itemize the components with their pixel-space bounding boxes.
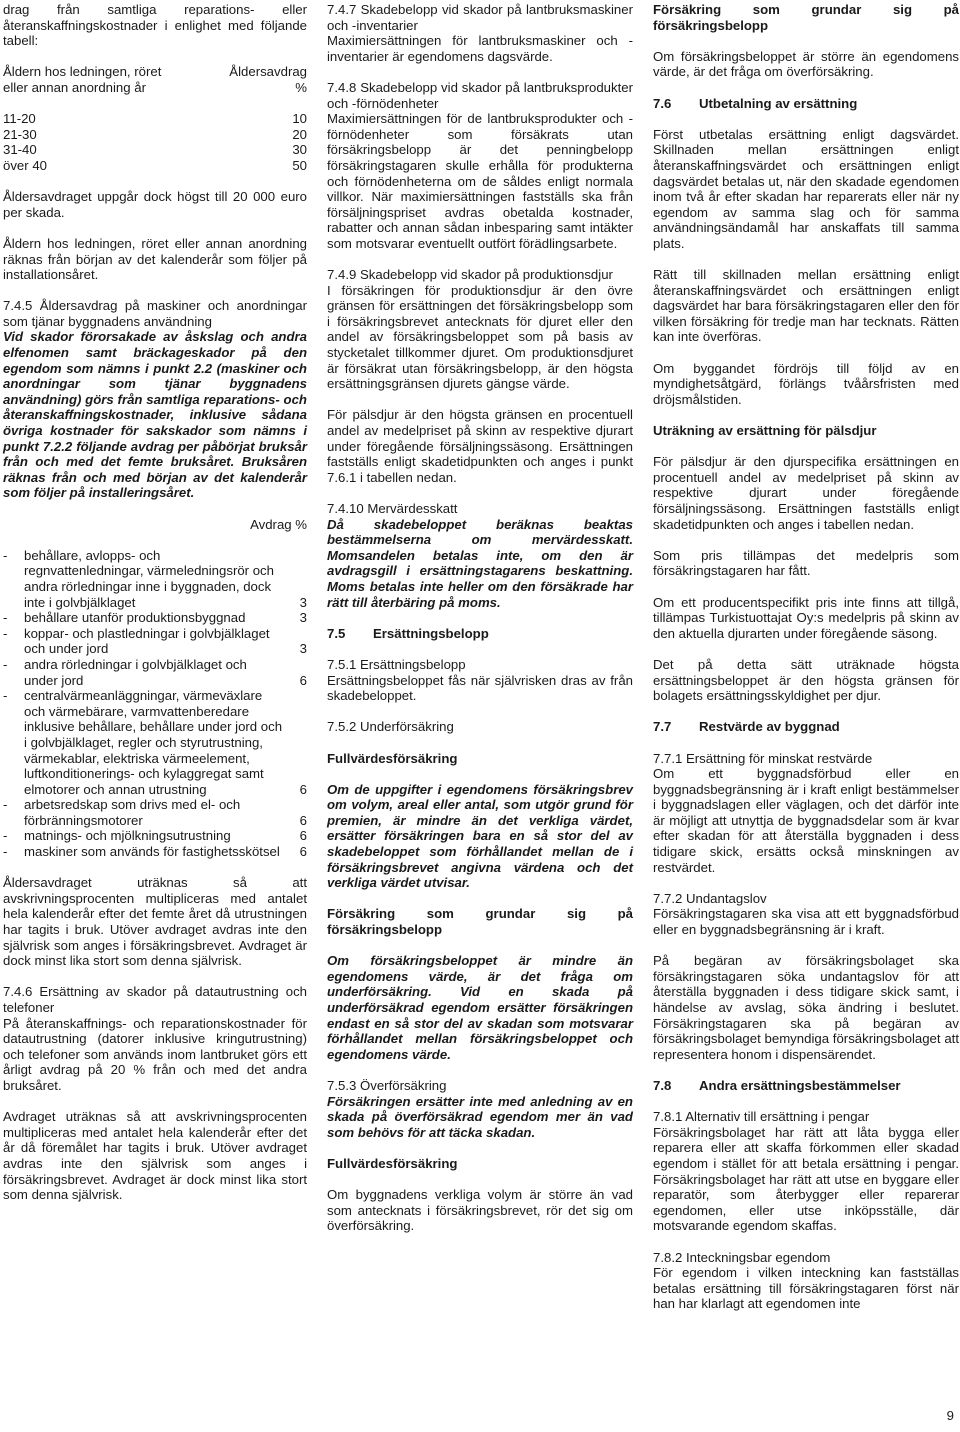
list-item-text: arbetsredskap som drivs med el- och förbränningsmotorer xyxy=(24,797,241,828)
list-item: - behållare utanför produktionsbyggnad 3 xyxy=(3,610,307,626)
section-heading-7-7-1: 7.7.1 Ersättning för minskat restvärde xyxy=(653,750,873,766)
table-cell-age: över 40 xyxy=(3,157,47,173)
section-number: 7.5 xyxy=(327,625,346,641)
section-heading-7-4-6: 7.4.6 Ersättning av skador på datautrustning och telefoner xyxy=(3,984,307,1015)
paragraph: Först utbetalas ersättning enligt dagsvärdet. Skillnaden mellan ersättningen enligt återanskaffningsvärdet och ersättningen enligt dagsvärdet betalas ut, när den skadade egendomen inom två år efter skadan har reparerats eller när ny egendom av samma slag och för samma användningsändamål har anskaffats till samma plats. xyxy=(653,126,959,251)
section-body-7-4-7: Maximiersättningen för lantbruksmaskiner och -inventarier är egendomens dagsvärde. xyxy=(327,33,633,64)
paragraph: För pälsdjur är den högsta gränsen en procentuell andel av medelpriset på skinn av respektive djurart under föregående försäljningssäsong. Ersättningen fastställs enligt skadetidpunkten och anges i punkt 7.6.1 i tabellen nedan. xyxy=(327,407,633,485)
section-body-7-8-1: Försäkringsbolaget har rätt att låta bygga eller reparera eller att skaffa förkommen eller skadad egendom i stället för att betala ersättning i pengar. Försäkringsbolaget har rätt att utse en byggare eller reparatör, som återbygger eller reparerar egendomen, eller utse inköpsställe, där motsvarande egendom skaffas. xyxy=(653,1124,959,1234)
list-item-value: 3 xyxy=(299,641,307,657)
table-cell-age: 21-30 xyxy=(3,126,37,142)
column-3 xyxy=(653,2,959,1327)
page-number: 9 xyxy=(946,1408,954,1424)
deduction-column-header: Avdrag % xyxy=(250,516,307,532)
list-item: - arbetsredskap som drivs med el- och förbränningsmotorer 6 xyxy=(3,797,307,828)
section-heading-7-5-2: 7.5.2 Underförsäkring xyxy=(327,719,454,735)
table-header-cell: Åldersavdrag xyxy=(229,64,307,80)
list-item: - behållare, avlopps- och regnvattenledningar, värmeledningsrör och andra rörledningar inne i byggnaden, dock inte i golvbjälklaget 3 xyxy=(3,547,307,610)
list-item-text: matnings- och mjölkningsutrustning xyxy=(24,828,231,844)
paragraph: drag från samtliga reparations- eller återanskaffningskostnader i enlighet med följande tabell: xyxy=(3,2,307,49)
paragraph: Åldern hos ledningen, röret eller annan anordning räknas från början av det kalenderår som följer på installationsåret. xyxy=(3,235,307,283)
subheading-forsakringsbelopp: Försäkring som grundar sig på försäkringsbelopp xyxy=(653,2,959,33)
subheading-pals: Uträkning av ersättning för pälsdjur xyxy=(653,423,877,439)
table-cell-deduction: 30 xyxy=(292,142,307,158)
section-heading-7-8 xyxy=(653,1078,959,1094)
list-item: - centralvärmeanläggningar, värmeväxlare och värmebärare, varmvattenberedare inklusive behållare, behållare under jord och i golvbjälklaget, regler och styrutrustning, värmekablar, elektriska värmeelement, luftkonditionerings- och kylaggregat samt elmotorer och annan utrustning 6 xyxy=(3,688,307,797)
paragraph: På begäran av försäkringsbolaget ska försäkringstagaren söka undantagslov för att återställa byggnaden i dess tidigare skick samt, i händelse av avslag, söka ändring i beslutet. Försäkringstagaren ska på begäran av försäkringsbolaget bemyndiga försäkringsbolaget att representera honom i dispensärendet. xyxy=(653,953,959,1062)
list-item: - koppar- och plastledningar i golvbjälklaget och under jord 3 xyxy=(3,625,307,657)
list-item-value: 3 xyxy=(299,594,307,610)
section-body-7-8-2: För egendom i vilken inteckning kan fastställas betalas ersättning till försäkringstagaren först när han har klarlagt att egendomen inte xyxy=(653,1265,959,1312)
section-heading-7-7-2: 7.7.2 Undantagslov xyxy=(653,890,767,906)
section-body-7-4-10: Då skadebeloppet beräknas beaktas bestämmelserna om mervärdesskatt. Momsandelen betalas inte, om den är avdragsgill i ersättningstagarens beskattning. Moms betalas inte heller om den försäkrade har rätt till återbäring på moms. xyxy=(327,516,633,610)
paragraph: Som pris tillämpas det medelpris som försäkringstagaren har fått. xyxy=(653,547,959,579)
section-heading-7-7 xyxy=(653,719,959,735)
list-item-value: 3 xyxy=(299,610,307,626)
list-item-text: maskiner som används för fastighetsskötsel xyxy=(24,844,280,860)
table-row xyxy=(3,142,307,158)
table-cell-deduction: 50 xyxy=(292,157,307,173)
list-item-text: behållare utanför produktionsbyggnad xyxy=(24,610,246,626)
paragraph: Åldersavdraget uträknas så att avskrivningsprocenten multipliceras med antalet hela kalenderår efter det femte året då utrustningen har tagits i bruk. Utöver avdraget avdras inte den självrisk som anges i försäkringsbrevet. Avdraget är dock minst lika stort som denna självrisk. xyxy=(3,875,307,969)
section-body-7-4-5: Vid skador förorsakade av åskslag och andra elfenomen samt bräckageskador på den egendom som nämns i punkt 2.2 (maskiner och anordningar som tjänar byggnadens användning) görs från samtliga reparations- och återanskaffningskostnader, inklusive sådana övriga kostnader för sakskador som nämns i punkt 7.2.2 följande avdrag per påbörjat bruksår från och med det femte bruksåret. Bruksåren räknas från och med början av det kalenderår som följer på installeringsåret. xyxy=(3,329,307,501)
table-header-row xyxy=(3,64,307,80)
section-number: 7.7 xyxy=(653,719,672,735)
section-title: Utbetalning av ersättning xyxy=(699,95,858,111)
list-item-text: behållare, avlopps- och regnvattenledningar, värmeledningsrör och andra rörledningar inne i byggnaden, dock inte i golvbjälklaget xyxy=(24,547,274,610)
section-heading-7-4-8: 7.4.8 Skadebelopp vid skador på lantbruksprodukter och -förnödenheter xyxy=(327,79,633,111)
paragraph: Det på detta sätt uträknade högsta ersättningsbeloppet är den högsta gränsen för bolagets ersättningsskyldighet per djur. xyxy=(653,656,959,704)
list-item-value: 6 xyxy=(299,781,307,797)
section-body-7-5-1: Ersättningsbeloppet fås när självrisken dras av från skadebeloppet. xyxy=(327,672,633,704)
section-heading-7-4-5: 7.4.5 Åldersavdrag på maskiner och anordningar som tjänar byggnadens användning xyxy=(3,298,307,329)
section-heading-7-5-3: 7.5.3 Överförsäkring xyxy=(327,1077,447,1093)
paragraph: Om de uppgifter i egendomens försäkringsbrev om volym, areal eller antal, som utgör grund för premien, är mindre än det verkliga värdet, ersätter försäkringen bara en så stor del av skadebeloppet som förhållandet mellan de i försäkringsbrevet angivna värdena och det verkliga värdet utvisar. xyxy=(327,781,633,891)
column-1 xyxy=(3,2,307,1218)
section-heading-7-5 xyxy=(327,626,633,642)
section-heading-7-8-1: 7.8.1 Alternativ till ersättning i pengar xyxy=(653,1109,870,1125)
paragraph: Åldersavdraget uppgår dock högst till 20 000 euro per skada. xyxy=(3,189,307,220)
table-header-cell: % xyxy=(295,79,307,95)
subheading-fullvarde: Fullvärdesförsäkring xyxy=(327,750,458,766)
section-heading-7-6 xyxy=(653,96,959,112)
section-heading-7-5-1: 7.5.1 Ersättningsbelopp xyxy=(327,656,466,672)
age-deduction-table xyxy=(3,64,307,173)
section-number: 7.8 xyxy=(653,1077,672,1093)
paragraph: Om byggandet fördröjs till följd av en myndighetsåtgärd, förlängs tvåårsfristen med dröjsmålstiden. xyxy=(653,360,959,407)
list-item-value: 6 xyxy=(299,672,307,688)
paragraph: Om ett producentspecifikt pris inte finns att tillgå, tillämpas Turkistuottajat Oy:s medelpris på skinn av den aktuella djurarten under föregående säsong. xyxy=(653,594,959,641)
table-header-cell: Åldern hos ledningen, röret xyxy=(3,64,162,80)
list-item-value: 6 xyxy=(299,812,307,828)
table-cell-deduction: 10 xyxy=(292,111,307,127)
paragraph: Avdraget uträknas så att avskrivningsprocenten multipliceras med antalet hela kalenderår efter det år då föremålet har tagits i bruk. Utöver avdraget avdras inte den självrisk som anges i försäkringsbrevet. Avdraget är dock minst lika stort som denna självrisk. xyxy=(3,1109,307,1203)
paragraph: Om försäkringsbeloppet är större än egendomens värde, är det fråga om överförsäkring. xyxy=(653,48,959,80)
table-header-row xyxy=(3,80,307,96)
section-heading-7-8-2: 7.8.2 Inteckningsbar egendom xyxy=(653,1249,831,1265)
section-body-7-5-3: Försäkringen ersätter inte med anledning av en skada på överförsäkrad egendom mer än vad som behövs för att täcka skadan. xyxy=(327,1093,633,1140)
list-item-text: andra rörledningar i golvbjälklaget och under jord xyxy=(24,656,247,688)
subheading-forsakringsbelopp: Försäkring som grundar sig på försäkringsbelopp xyxy=(327,906,633,938)
list-item: - maskiner som används för fastighetsskötsel 6 xyxy=(3,844,307,860)
paragraph: För pälsdjur är den djurspecifika ersättningen en procentuell andel av medelpriset på skinn av respektive djurart under föregående försäljningssäsong. Ersättningen fastställs enligt skadetidpunkten och anges i tabellen nedan. xyxy=(653,454,959,532)
paragraph: Rätt till skillnaden mellan ersättning enligt återanskaffningsvärdet och ersättningen enligt dagsvärdet har bara försäkringstagaren eller den för vilken försäkring för tredje man har tecknats. Rätten kan inte överföras. xyxy=(653,267,959,345)
list-item: - andra rörledningar i golvbjälklaget och under jord 6 xyxy=(3,656,307,688)
section-body-7-4-9: I försäkringen för produktionsdjur är den övre gränsen för ersättningen det försäkringsbelopp som i försäkringsbrevet antecknats för djuret eller den andel av försäkringsbeloppet som på basis av stycketalet tillkommer djuret. Om produktionsdjuret är försäkrat utan försäkringsbelopp, är den högsta ersättningsgränsen djurets gängse värde. xyxy=(327,282,633,392)
table-cell-age: 31-40 xyxy=(3,142,37,158)
list-item-value: 6 xyxy=(299,828,307,844)
paragraph: Om försäkringsbeloppet är mindre än egendomens värde, är det fråga om underförsäkring. Vid en skada på underförsäkrad egendom ersätter försäkringen endast en så stor del av skadan som motsvarar förhållandet mellan försäkringsbeloppet och egendomens värde. xyxy=(327,953,633,1062)
paragraph: Om byggnadens verkliga volym är större än vad som antecknats i försäkringsbrevet, rör det sig om överförsäkring. xyxy=(327,1187,633,1234)
section-title: Andra ersättningsbestämmelser xyxy=(699,1077,901,1093)
section-body-7-4-6: På återanskaffnings- och reparationskostnader för datautrustning (datorer inklusive kringutrustning) och telefoner som används inom lantbruket görs ett årligt avdrag på 20 % från och med det andra bruksåret. xyxy=(3,1015,307,1093)
column-2 xyxy=(327,2,633,1250)
section-title: Restvärde av byggnad xyxy=(699,719,840,735)
table-header-cell: eller annan anordning år xyxy=(3,79,146,95)
list-item-text: koppar- och plastledningar i golvbjälklaget och under jord xyxy=(24,625,270,657)
section-heading-7-4-7: 7.4.7 Skadebelopp vid skador på lantbruksmaskiner och -inventarier xyxy=(327,2,633,33)
section-body-7-7-1: Om ett byggnadsförbud eller en byggnadsbegränsning är i kraft enligt bestämmelser i byggnadslagen eller väglagen, och det därför inte är möjligt att utnyttja de byggnadsdelar som är kvar efter skadan för att återställa byggnaden i dess tidigare skick, ersätts också minskningen av restvärdet. xyxy=(653,766,959,875)
section-title: Ersättningsbelopp xyxy=(373,625,489,641)
table-row xyxy=(3,111,307,127)
table-cell-deduction: 20 xyxy=(292,126,307,142)
section-body-7-4-8: Maximiersättningen för de lantbruksprodukter och -förnödenheter som försäkrats utan försäkringsbelopp är det penningbelopp försäkringstagaren skulle erhålla för produkterna och förnödenheterna om de såldes enligt normala villkor. När maximiersättningen fastställs ska från försäljningspriset avdras obetalda kostnader, rabatter och annan sådan inbesparing samt intäkter som motsvarar eventuellt outfört förädlingsarbete. xyxy=(327,111,633,251)
list-item: - matnings- och mjölkningsutrustning 6 xyxy=(3,828,307,844)
subheading-fullvarde: Fullvärdesförsäkring xyxy=(327,1155,458,1171)
section-number: 7.6 xyxy=(653,95,672,111)
list-item-value: 6 xyxy=(299,844,307,860)
deduction-list xyxy=(3,548,307,860)
table-row xyxy=(3,158,307,174)
section-body-7-7-2: Försäkringstagaren ska visa att ett byggnadsförbud eller en byggnadsbegränsning är i kraft. xyxy=(653,906,959,938)
table-cell-age: 11-20 xyxy=(3,111,36,127)
table-row xyxy=(3,127,307,143)
list-item-text: centralvärmeanläggningar, värmeväxlare och värmebärare, varmvattenberedare inklusive behållare, behållare under jord och i golvbjälklaget, regler och styrutrustning, värmekablar, elektriska värmeelement, luftkonditionerings- och kylaggregat samt elmotorer och annan utrustning xyxy=(24,688,283,797)
section-heading-7-4-9: 7.4.9 Skadebelopp vid skador på produktionsdjur xyxy=(327,267,613,283)
section-heading-7-4-10: 7.4.10 Mervärdesskatt xyxy=(327,501,458,516)
